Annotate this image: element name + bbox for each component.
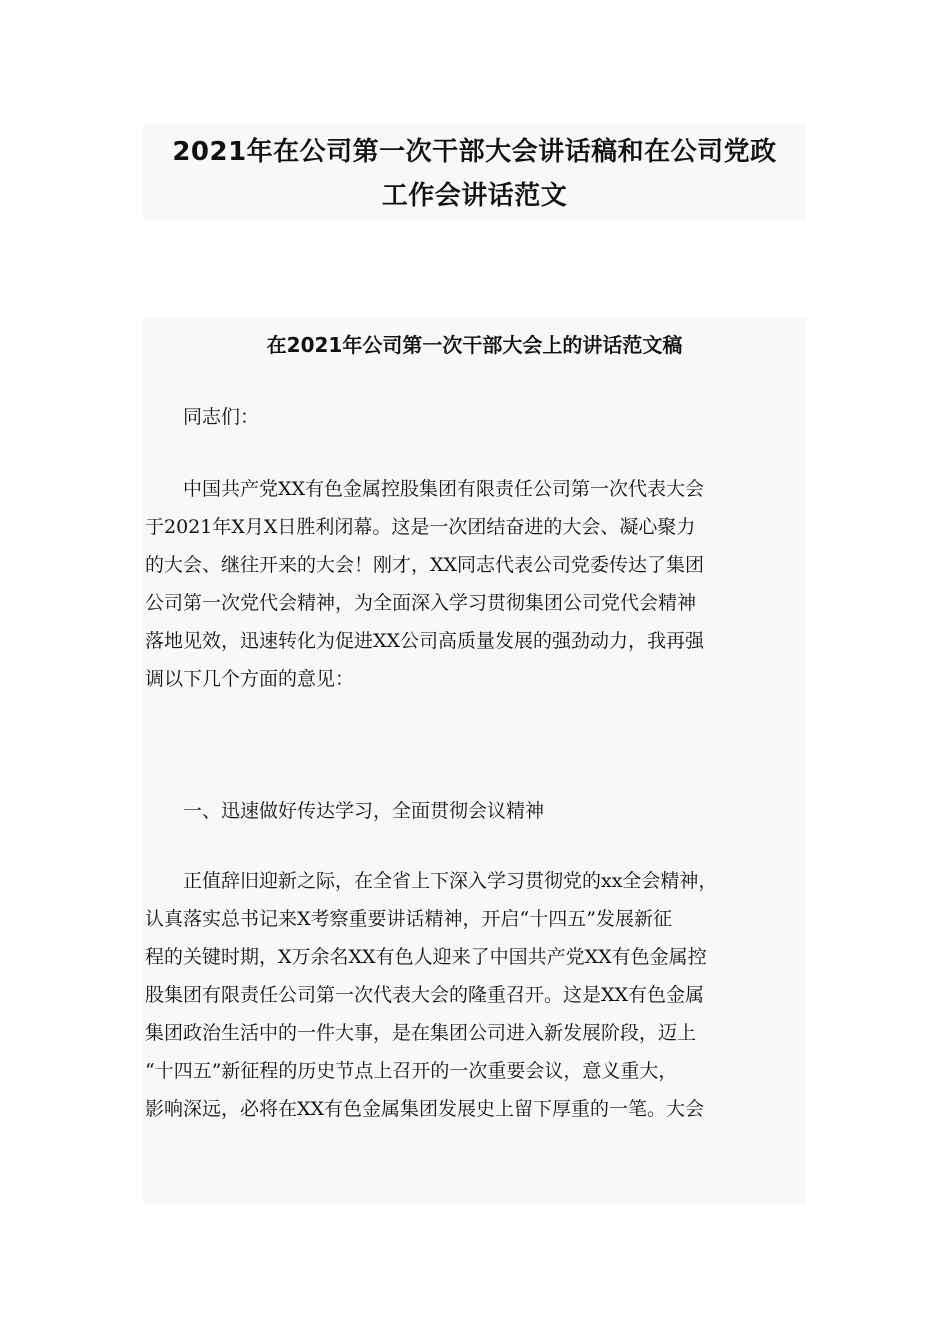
paragraph-line: 影响深远，必将在XX有色金属集团发展史上留下厚重的一笔。大会 bbox=[145, 1098, 705, 1120]
paragraph-line: 程的关键时期，X万余名XX有色人迎来了中国共产党XX有色金属控 bbox=[145, 946, 707, 968]
paragraph-line: 正值辞旧迎新之际，在全省上下深入学习贯彻党的xx全会精神， bbox=[145, 870, 718, 892]
greeting-line: 同志们： bbox=[145, 406, 260, 428]
title-line: 工作会讲话范文 bbox=[381, 181, 568, 211]
heading-line: 一、迅速做好传达学习，全面贯彻会议精神 bbox=[145, 800, 545, 822]
paragraph-line: 中国共产党XX有色金属控股集团有限责任公司第一次代表大会 bbox=[145, 478, 705, 500]
body-paragraph bbox=[145, 862, 810, 1128]
greeting bbox=[145, 398, 810, 436]
title-line: 2021年在公司第一次干部大会讲话稿和在公司党政 bbox=[172, 137, 777, 167]
paragraph-line: 公司第一次党代会精神，为全面深入学习贯彻集团公司党代会精神 bbox=[145, 592, 697, 614]
paragraph-line: 认真落实总书记来X考察重要讲话精神，开启“十四五”发展新征 bbox=[145, 908, 672, 930]
intro-paragraph bbox=[145, 470, 810, 698]
paragraph-line: 的大会、继往开来的大会！刚才，XX同志代表公司党委传达了集团 bbox=[145, 554, 705, 576]
section-title: 在2021年公司第一次干部大会上的讲话范文稿 bbox=[266, 333, 683, 357]
paragraph-line: 调以下几个方面的意见： bbox=[145, 668, 355, 690]
paragraph-line: “十四五”新征程的历史节点上召开的一次重要会议，意义重大， bbox=[145, 1060, 678, 1082]
document-title bbox=[143, 130, 806, 218]
paragraph-line: 落地见效，迅速转化为促进XX公司高质量发展的强劲动力，我再强 bbox=[145, 630, 705, 652]
paragraph-line: 股集团有限责任公司第一次代表大会的隆重召开。这是XX有色金属 bbox=[145, 984, 705, 1006]
paragraph-line: 集团政治生活中的一件大事，是在集团公司进入新发展阶段，迈上 bbox=[145, 1022, 697, 1044]
paragraph-line: 于2021年X月X日胜利闭幕。这是一次团结奋进的大会、凝心聚力 bbox=[145, 516, 696, 538]
section-heading-1 bbox=[145, 792, 810, 830]
